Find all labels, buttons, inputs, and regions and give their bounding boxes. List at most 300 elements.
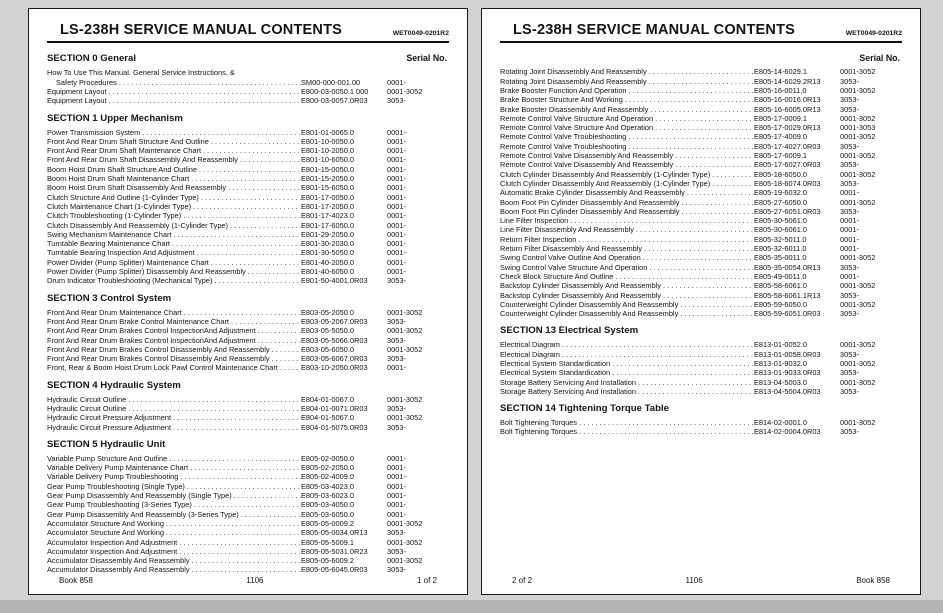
section-heading: SECTION 1 Upper Mechanism: [47, 112, 183, 124]
toc-entry-code: E805-05-0009.2: [301, 518, 355, 528]
toc-entry-title: Line Filter Disassembly And Reassembly: [500, 225, 634, 235]
toc-entry-title: Front And Rear Drum Brakes Control Disassembly And Reassembly: [47, 344, 270, 354]
toc-section: [500, 403, 902, 437]
toc-entry-code: E804-01-0071.0R03: [301, 404, 368, 413]
toc-entry-code: E814-02-0001.0: [754, 418, 808, 428]
toc-row: [500, 188, 902, 197]
dot-leader: [189, 174, 301, 183]
footer-book-number: Book 858: [856, 576, 890, 585]
toc-entry-serial: 0001-3052: [387, 518, 423, 528]
toc-row: [47, 363, 449, 372]
toc-entry-code: E805-02-2050.0: [301, 463, 355, 473]
toc-entry-serial: 3053-: [840, 76, 859, 86]
toc-entry-code: E801-40-2050.0: [301, 257, 355, 267]
toc-entry-code: E805-17-0009.1: [754, 113, 808, 123]
dot-leader: [685, 188, 754, 197]
dot-leader: [190, 565, 301, 574]
toc-row: [47, 155, 449, 164]
dot-leader: [226, 183, 301, 192]
toc-entry-title: Bolt Tightening Torques: [500, 418, 578, 428]
toc-entry-code: E805-02-4009.0: [301, 472, 355, 482]
toc-entry-serial: 0001-: [387, 211, 406, 221]
dot-leader: [171, 413, 301, 422]
toc-entry-serial: 0001-: [387, 267, 406, 277]
toc-entry-serial: 0001-3052: [840, 197, 876, 207]
toc-entry-code: E805-02-0050.0: [301, 453, 355, 463]
toc-entry-code: E805-03-6050.0: [301, 509, 355, 519]
toc-entry-serial: 0001-: [840, 244, 859, 254]
toc-entry-title: Hydraulic Circuit Outline: [47, 404, 127, 413]
toc-entry-code: E813-04-5004.0R03: [754, 386, 821, 396]
section-heading: SECTION 5 Hydraulic Unit: [47, 438, 166, 450]
toc-entry-serial: 0001-3052: [387, 307, 423, 317]
footer-center-number: 1106: [246, 576, 264, 585]
footer-page-indicator: 1 of 2: [416, 576, 437, 585]
dot-leader: [710, 179, 754, 188]
dot-leader: [167, 454, 301, 463]
toc-entry-title: Bolt Tightening Torques: [500, 427, 578, 437]
toc-entry-code: E801-40-6050.0: [301, 267, 355, 277]
toc-entry-code: E805-05-6045.0R03: [301, 565, 368, 575]
toc-entry-title: Variable Delivery Pump Troubleshooting: [47, 472, 179, 482]
toc-entry-title: Accumulator Inspection And Adjustment: [47, 546, 178, 556]
dot-leader: [680, 207, 754, 216]
toc-row: [500, 114, 902, 123]
toc-entry-code: E805-03-4050.0: [301, 500, 355, 510]
toc-entry-serial: 0001-3052: [840, 67, 876, 77]
toc-entry-serial: 0001-: [387, 155, 406, 165]
toc-entry-serial: 3053-: [840, 141, 859, 151]
toc-entry-serial: 0001-: [387, 257, 406, 267]
dot-leader: [647, 77, 754, 86]
toc-row: [500, 418, 902, 427]
toc-row: [500, 281, 902, 290]
toc-entry-title: Swing Control Valve Structure And Operation: [500, 262, 648, 272]
toc-entry-serial: 0001-3052: [840, 418, 876, 428]
toc-row: [500, 387, 902, 396]
toc-row: [47, 472, 449, 481]
toc-row: [47, 248, 449, 257]
serial-no-column-header: Serial No.: [859, 53, 900, 64]
toc-section: [47, 113, 449, 286]
toc-entry-code: E805-30-6061.0: [754, 225, 808, 235]
section-heading: SECTION 0 General: [47, 53, 137, 65]
toc-entry-serial: 3053-: [840, 206, 859, 216]
toc-entry-title: Turntable Bearing Maintenance Chart: [47, 239, 170, 249]
dot-leader: [626, 132, 754, 141]
toc-entry-title: Brake Booster Function And Operation: [500, 85, 627, 95]
toc-row: [500, 225, 902, 234]
toc-entry-title: Swing Mechanism Maintenance Chart: [47, 229, 172, 239]
dot-leader: [647, 67, 754, 76]
dot-leader: [256, 336, 301, 345]
toc-entry-serial: 0001-: [387, 127, 406, 137]
dot-leader: [678, 300, 754, 309]
toc-entry-code: E805-27-6050.0: [754, 197, 808, 207]
dot-leader: [197, 165, 301, 174]
toc-entry-title: How To Use This Manual, General Service Instructions, &: [47, 68, 235, 78]
toc-content: [500, 53, 902, 436]
toc-entry-code: E805-17-4027.0R03: [754, 141, 821, 151]
toc-row: [47, 308, 449, 317]
toc-entry-serial: 3053-: [387, 316, 406, 326]
toc-row: [47, 556, 449, 565]
toc-entry-title: Front And Rear Drum Maintenance Chart: [47, 307, 182, 317]
dot-leader: [140, 128, 301, 137]
toc-entry-code: E801-30-2030.0: [301, 239, 355, 249]
dot-leader: [577, 418, 754, 427]
dot-leader: [641, 253, 754, 262]
section-heading-row: [500, 325, 902, 336]
dot-leader: [209, 137, 301, 146]
toc-entry-serial: 0001-3052: [840, 281, 876, 291]
toc-section: [500, 325, 902, 396]
section-heading-row: [500, 403, 902, 414]
toc-entry-title: Remote Control Valve Disassembly And Reassembly: [500, 160, 674, 170]
toc-entry-serial: 0001-3052: [387, 344, 423, 354]
toc-entry-code: E805-18-6074.0R03: [754, 178, 821, 188]
dot-leader: [278, 363, 301, 372]
toc-entry-title: Power Divider (Pump Splitter) Maintenance Chart: [47, 257, 209, 267]
toc-entry-title: Hydraulic Circuit Pressure Adjustment: [47, 422, 172, 432]
toc-row: [500, 340, 902, 349]
toc-entry-code: E805-35-0011.0: [754, 253, 807, 263]
toc-entry-serial: 3053-: [387, 422, 406, 432]
toc-row: [47, 211, 449, 220]
toc-row: [47, 183, 449, 192]
toc-entry-code: E801-17-4023.0: [301, 211, 355, 221]
dot-leader: [680, 198, 754, 207]
toc-entry-code: E804-01-0067.0: [301, 394, 355, 404]
toc-row: [500, 142, 902, 151]
dot-leader: [239, 510, 301, 519]
toc-entry-title: Variable Pump Structure And Outline: [47, 453, 168, 463]
toc-entry-title: Power Divider (Pump Splitter) Disassembly And Reassembly: [47, 267, 246, 277]
dot-leader: [191, 202, 301, 211]
toc-entry-serial: 0001-: [387, 453, 406, 463]
dot-leader: [117, 78, 301, 87]
toc-entry-title: Gear Pump Disassembly And Reassembly (3-Series Type): [47, 509, 239, 519]
dot-leader: [177, 547, 301, 556]
toc-row: [47, 413, 449, 422]
toc-entry-title: Safety Procedures: [56, 77, 117, 87]
dot-leader: [661, 291, 754, 300]
toc-entry-title: Clutch Troubleshooting (1-Cylinder Type): [47, 211, 182, 221]
dot-leader: [209, 258, 301, 267]
toc-entry-title: Variable Delivery Pump Maintenance Chart: [47, 463, 189, 473]
toc-entry-code: E801-17-2050.0: [301, 201, 355, 211]
toc-entry-serial: 0001-: [387, 136, 406, 146]
toc-entry-code: E805-49-0011.0: [754, 271, 807, 281]
dot-leader: [171, 230, 301, 239]
toc-entry-serial: 0001-: [840, 216, 859, 226]
toc-entry-serial: 0001-3052: [387, 537, 423, 547]
toc-entry-code: E805-05-6009.2: [301, 556, 355, 566]
toc-entry-serial: 0001-: [387, 500, 406, 510]
toc-entry-code: E801-10-0050.0: [301, 136, 355, 146]
toc-row: [47, 96, 449, 105]
toc-entry-title: Return Filter Disassembly And Reassembly: [500, 244, 643, 254]
toc-entry-serial: 0001-: [387, 239, 406, 249]
toc-entry-title: Check Block Structure And Outline: [500, 271, 614, 281]
toc-entry-code: E805-03-6023.0: [301, 491, 355, 501]
section-heading-row: [500, 53, 902, 63]
toc-entry-serial: 0001-: [387, 192, 406, 202]
toc-entry-serial: 0001-3052: [387, 326, 423, 336]
toc-row: [500, 198, 902, 207]
toc-entry-code: E805-27-6051.0R03: [754, 206, 821, 216]
toc-entry-title: Backstop Cylinder Disassembly And Reassembly: [500, 281, 662, 291]
page-header: [500, 22, 902, 38]
toc-row: [500, 368, 902, 377]
toc-entry-serial: 3053-: [840, 95, 859, 105]
toc-section: [47, 439, 449, 575]
toc-entry-title: Brake Booster Disassembly And Reassembly: [500, 104, 649, 114]
toc-row: [500, 378, 902, 387]
toc-entry-code: E801-15-0050.0: [301, 164, 355, 174]
toc-row: [47, 87, 449, 96]
toc-entry-title: Gear Pump Troubleshooting (3-Series Type): [47, 500, 192, 510]
toc-entry-serial: 3053-: [387, 565, 406, 575]
dot-leader: [164, 519, 301, 528]
toc-entry-title: Accumulator Structure And Working: [47, 528, 164, 538]
dot-leader: [126, 395, 301, 404]
toc-entry-title: Storage Battery Servicing And Installation: [500, 386, 636, 396]
toc-row: [500, 207, 902, 216]
toc-entry-serial: 3053-: [840, 160, 859, 170]
toc-entry-title: Front And Rear Drum Shaft Structure And Outline: [47, 136, 209, 146]
toc-row: [500, 86, 902, 95]
dot-leader: [192, 500, 301, 509]
toc-entry-code: E805-59-6050.0: [754, 299, 808, 309]
toc-row: [500, 170, 902, 179]
toc-section: [500, 53, 902, 318]
toc-row: [47, 128, 449, 137]
dot-leader: [653, 114, 754, 123]
toc-entry-code: E805-17-6009.1: [754, 151, 808, 161]
toc-entry-title: Gear Pump Disassembly And Reassembly (Single Type): [47, 491, 232, 501]
toc-entry-title: Drum Indicator Troubleshooting (Mechanical Type): [47, 276, 213, 286]
toc-entry-serial: 0001-: [387, 491, 406, 501]
toc-row: [47, 538, 449, 547]
page-title: LS-238H SERVICE MANUAL CONTENTS: [60, 22, 343, 38]
toc-entry-title: Front And Rear Drum Brakes Control InspectionAnd Adjustment: [47, 335, 256, 345]
toc-row: [47, 165, 449, 174]
toc-entry-title: Brake Booster Structure And Working: [500, 95, 623, 105]
toc-entry-code: E803-05-5050.0: [301, 326, 355, 336]
toc-entry-title: Accumulator Inspection And Adjustment: [47, 537, 178, 547]
footer-book-number: Book 858: [59, 576, 93, 585]
toc-entry-title: Front, Rear & Boom Hoist Drum Lock Pawl Control Maintenance Chart: [47, 363, 278, 373]
toc-row: [47, 317, 449, 326]
toc-entry-serial: 3053-: [840, 386, 859, 396]
section-heading-row: [47, 113, 449, 124]
toc-entry-code: E805-17-4009.0: [754, 132, 808, 142]
toc-entry-title: Electrical Diagram: [500, 349, 560, 359]
toc-entry-code: E805-05-5031.0R23: [301, 546, 368, 556]
dot-leader: [560, 340, 754, 349]
toc-row: [500, 272, 902, 281]
toc-entry-code: E805-35-0054.0R13: [754, 262, 821, 272]
toc-entry-serial: 0001-: [387, 509, 406, 519]
document-number: WET0049-0201R2: [845, 30, 902, 37]
toc-entry-serial: 3053-: [387, 404, 406, 413]
dot-leader: [107, 96, 301, 105]
toc-entry-title: Equipment Layout: [47, 96, 107, 106]
toc-entry-serial: 0001-3052: [840, 377, 876, 387]
dot-leader: [627, 86, 754, 95]
toc-entry-code: E805-03-4023.0: [301, 481, 355, 491]
toc-entry-title: Power Transmission System: [47, 127, 141, 137]
toc-entry-serial: 0001-3052: [840, 85, 876, 95]
toc-entry-title: Hydraulic Circuit Outline: [47, 394, 127, 404]
toc-entry-code: E813-04-5003.0: [754, 377, 808, 387]
toc-row: [47, 239, 449, 248]
toc-entry-title: Accumulator Disassembly And Reassembly: [47, 556, 190, 566]
serial-no-column-header: Serial No.: [406, 53, 447, 64]
toc-row: [47, 202, 449, 211]
toc-content: [47, 53, 449, 574]
toc-row: [47, 519, 449, 528]
toc-entry-serial: 0001-: [387, 363, 406, 373]
dot-leader: [107, 87, 301, 96]
toc-entry-title: Boom Foot Pin Cylinder Disassembly And Reassembly: [500, 197, 680, 207]
toc-entry-code: E805-05-0034.0R13: [301, 528, 368, 538]
toc-entry-code: E813-01-0052.0: [754, 340, 808, 350]
dot-leader: [201, 146, 301, 155]
toc-entry-title: Electrical System Standardication: [500, 368, 611, 378]
toc-entry-serial: 0001-: [387, 77, 406, 87]
dot-leader: [246, 267, 301, 276]
toc-entry-code: E801-15-6050.0: [301, 183, 355, 193]
dot-leader: [170, 239, 301, 248]
toc-entry-title: Counterweight Cylinder Disassembly And Reassembly: [500, 309, 679, 319]
toc-row: [500, 253, 902, 262]
toc-row: [500, 95, 902, 104]
toc-entry-title: Electrical Diagram: [500, 340, 560, 350]
toc-entry-title: Remote Control Valve Troubleshooting: [500, 141, 627, 151]
toc-entry-code: E813-01-9032.0: [754, 359, 808, 368]
toc-section: [47, 53, 449, 105]
toc-entry-title: Counterweight Cylinder Disassembly And Reassembly: [500, 299, 679, 309]
toc-entry-code: E803-05-5066.0R03: [301, 335, 368, 345]
toc-entry-title: Accumulator Structure And Working: [47, 518, 164, 528]
toc-row: [500, 151, 902, 160]
toc-entry-serial: 0001-: [387, 183, 406, 193]
toc-entry-code: E805-16-0011.0: [754, 85, 807, 95]
toc-row: [500, 105, 902, 114]
dot-leader: [648, 105, 754, 114]
dot-leader: [613, 272, 754, 281]
toc-entry-serial: 0001-3052: [840, 169, 876, 179]
toc-row: [47, 423, 449, 432]
toc-section: [47, 380, 449, 432]
toc-entry-code: E801-01-0065.0: [301, 127, 355, 137]
dot-leader: [610, 359, 754, 368]
toc-entry-code: E805-59-6051.0R03: [754, 309, 821, 319]
toc-row: [47, 454, 449, 463]
toc-entry-serial: 0001-: [840, 271, 859, 281]
toc-entry-code: E805-19-6032.0: [754, 188, 808, 198]
toc-row: [47, 68, 449, 77]
toc-row: [500, 350, 902, 359]
toc-entry-code: E801-30-5050.0: [301, 248, 355, 258]
toc-entry-serial: 0001-: [387, 164, 406, 174]
toc-entry-serial: 0001-3052: [387, 86, 423, 96]
dot-leader: [190, 556, 301, 565]
toc-entry-title: Remote Control Valve Structure And Operation: [500, 123, 654, 133]
section-heading-row: [47, 293, 449, 304]
section-heading-row: [47, 380, 449, 391]
toc-entry-code: E803-05-6050.0: [301, 344, 355, 354]
toc-entry-code: E801-29-2050.0: [301, 229, 355, 239]
dot-leader: [199, 193, 301, 202]
toc-row: [47, 137, 449, 146]
toc-entry-code: E805-32-6011.0: [754, 244, 807, 254]
background-bottom-band: [0, 600, 943, 613]
dot-leader: [661, 281, 754, 290]
toc-entry-serial: 0001-3052: [387, 556, 423, 566]
dot-leader: [678, 309, 754, 318]
toc-entry-code: E805-17-6027.0R03: [754, 160, 821, 170]
toc-entry-serial: 3053-: [840, 309, 859, 319]
toc-entry-serial: 3053-: [840, 368, 859, 378]
toc-entry-serial: 0001-: [387, 174, 406, 184]
toc-entry-serial: 3053-: [387, 96, 406, 106]
toc-entry-title: Boom Foot Pin Cylinder Disassembly And Reassembly: [500, 206, 680, 216]
toc-entry-title: Gear Pump Troubleshooting (Single Type): [47, 481, 185, 491]
toc-entry-serial: 0001-3052: [840, 151, 876, 161]
toc-entry-title: Return Filter Inspection: [500, 234, 577, 244]
toc-entry-serial: 0001-: [387, 481, 406, 491]
toc-entry-title: Clutch Maintenance Chart (1-Cylinder Type): [47, 201, 192, 211]
toc-entry-title: Hydraulic Circuit Pressure Adjustment: [47, 413, 172, 423]
toc-row: [47, 463, 449, 472]
toc-entry-serial: 0001-3053: [840, 123, 876, 133]
toc-row: [500, 235, 902, 244]
toc-entry-code: E803-05-6067.0R03: [301, 354, 368, 364]
page-header: [47, 22, 449, 38]
dot-leader: [270, 345, 301, 354]
toc-entry-code: E803-05-2067.0R03: [301, 316, 368, 326]
toc-entry-serial: 0001-: [387, 229, 406, 239]
dot-leader: [634, 225, 754, 234]
toc-entry-serial: 3053-: [387, 528, 406, 538]
footer-center-number: 1106: [685, 576, 703, 585]
toc-row: [47, 258, 449, 267]
toc-entry-title: Remote Control Valve Structure And Operation: [500, 113, 654, 123]
toc-entry-title: Equipment Layout: [47, 86, 107, 96]
dot-leader: [710, 170, 754, 179]
toc-entry-serial: 0001-3052: [387, 413, 423, 423]
toc-entry-code: E801-17-0050.0: [301, 192, 355, 202]
toc-row: [47, 230, 449, 239]
toc-entry-title: Front And Rear Drum Shaft Maintenance Chart: [47, 146, 202, 156]
toc-entry-title: Front And Rear Drum Shaft Disassembly And Reassembly: [47, 155, 239, 165]
toc-row: [500, 179, 902, 188]
page-title: LS-238H SERVICE MANUAL CONTENTS: [513, 22, 796, 38]
toc-row: [500, 216, 902, 225]
section-heading-row: [47, 439, 449, 450]
toc-row: [500, 291, 902, 300]
toc-row: [500, 244, 902, 253]
toc-entry-code: E814-02-0004.0R03: [754, 427, 821, 437]
toc-entry-code: E803-05-2050.0: [301, 307, 355, 317]
toc-row: [47, 221, 449, 230]
toc-row: [47, 354, 449, 363]
dot-leader: [626, 142, 754, 151]
toc-entry-title: Rotating Joint Disassembly And Reassembly: [500, 76, 647, 86]
